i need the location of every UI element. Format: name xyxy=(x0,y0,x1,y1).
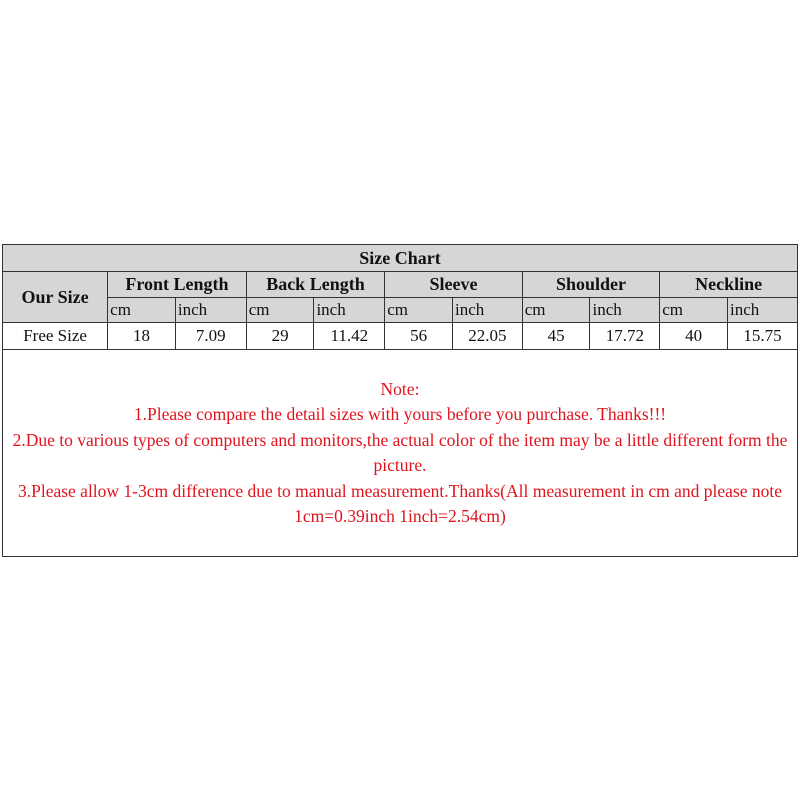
unit-inch: inch xyxy=(452,298,522,323)
note-row xyxy=(3,350,798,557)
value-cell: 45 xyxy=(522,323,590,350)
title-row xyxy=(3,245,798,272)
note-line-1: 1.Please compare the detail sizes with yours before you purchase. Thanks!!! xyxy=(133,404,667,424)
unit-cm: cm xyxy=(246,298,314,323)
value-cell: 11.42 xyxy=(314,323,385,350)
unit-cm: cm xyxy=(660,298,728,323)
value-cell: 7.09 xyxy=(175,323,246,350)
header-neckline: Neckline xyxy=(660,272,798,298)
unit-inch: inch xyxy=(728,298,798,323)
unit-cm: cm xyxy=(385,298,453,323)
note-line-3: 3.Please allow 1-3cm difference due to manual measurement.Thanks(All measurement in cm and please note 1cm=0.39inch 1inch=2.54cm) xyxy=(17,480,783,526)
chart-title: Size Chart xyxy=(3,245,798,272)
unit-row xyxy=(3,298,798,323)
note-heading: Note: xyxy=(380,378,420,399)
table-row xyxy=(3,323,798,350)
value-cell: 22.05 xyxy=(452,323,522,350)
unit-cm: cm xyxy=(108,298,176,323)
header-shoulder: Shoulder xyxy=(522,272,660,298)
size-label: Free Size xyxy=(3,323,108,350)
header-back-length: Back Length xyxy=(246,272,385,298)
value-cell: 15.75 xyxy=(728,323,798,350)
header-row xyxy=(3,272,798,298)
unit-inch: inch xyxy=(314,298,385,323)
size-column-header: Our Size xyxy=(3,272,108,323)
unit-inch: inch xyxy=(175,298,246,323)
value-cell: 29 xyxy=(246,323,314,350)
value-cell: 56 xyxy=(385,323,453,350)
note-line-2: 2.Due to various types of computers and monitors,the actual color of the item may be a little different form the picture. xyxy=(12,429,788,475)
value-cell: 40 xyxy=(660,323,728,350)
header-sleeve: Sleeve xyxy=(385,272,523,298)
unit-cm: cm xyxy=(522,298,590,323)
value-cell: 17.72 xyxy=(590,323,660,350)
value-cell: 18 xyxy=(108,323,176,350)
note-box xyxy=(3,350,798,557)
header-front-length: Front Length xyxy=(108,272,247,298)
unit-inch: inch xyxy=(590,298,660,323)
size-chart-table xyxy=(2,244,798,557)
